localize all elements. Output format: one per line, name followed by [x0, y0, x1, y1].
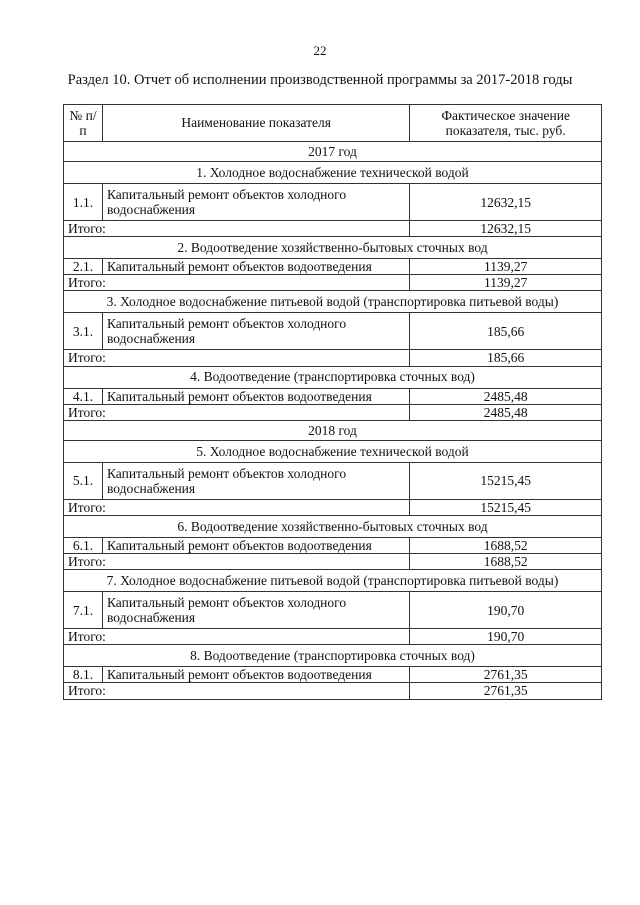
group-title: 3. Холодное водоснабжение питьевой водой (транспортировка питьевой воды) [64, 291, 602, 313]
total-row [64, 499, 602, 515]
item-name: Капитальный ремонт объектов водоотведения [102, 259, 409, 275]
header-num: № п/п [64, 105, 103, 142]
item-number: 2.1. [64, 259, 103, 275]
total-row [64, 683, 602, 699]
total-label: Итого: [64, 275, 410, 291]
total-row [64, 221, 602, 237]
item-number: 4.1. [64, 388, 103, 404]
item-value: 2761,35 [410, 667, 602, 683]
table-row [64, 667, 602, 683]
group-row [64, 237, 602, 259]
group-title: 6. Водоотведение хозяйственно-бытовых сточных вод [64, 515, 602, 537]
table-row [64, 537, 602, 553]
table-row [64, 313, 602, 350]
total-label: Итого: [64, 350, 410, 366]
year-row [64, 142, 602, 162]
total-value: 2761,35 [410, 683, 602, 699]
group-title: 5. Холодное водоснабжение технической водой [64, 440, 602, 462]
total-value: 1688,52 [410, 554, 602, 570]
table-row [64, 462, 602, 499]
item-name: Капитальный ремонт объектов водоотведения [102, 537, 409, 553]
group-row [64, 162, 602, 184]
item-name: Капитальный ремонт объектов холодного водоснабжения [102, 592, 409, 629]
group-row [64, 570, 602, 592]
total-label: Итого: [64, 629, 410, 645]
item-value: 1688,52 [410, 537, 602, 553]
total-row [64, 629, 602, 645]
group-title: 2. Водоотведение хозяйственно-бытовых сточных вод [64, 237, 602, 259]
item-name: Капитальный ремонт объектов водоотведения [102, 667, 409, 683]
year-label: 2017 год [64, 142, 602, 162]
section-title: Раздел 10. Отчет об исполнении производственной программы за 2017-2018 годы [67, 72, 573, 88]
page-number: 22 [313, 43, 327, 58]
item-value: 185,66 [410, 313, 602, 350]
total-label: Итого: [64, 554, 410, 570]
total-row [64, 554, 602, 570]
group-row [64, 291, 602, 313]
total-value: 185,66 [410, 350, 602, 366]
item-number: 5.1. [64, 462, 103, 499]
group-title: 8. Водоотведение (транспортировка сточных вод) [64, 645, 602, 667]
item-value: 12632,15 [410, 184, 602, 221]
item-name: Капитальный ремонт объектов холодного водоснабжения [102, 313, 409, 350]
item-number: 1.1. [64, 184, 103, 221]
group-row [64, 366, 602, 388]
item-number: 7.1. [64, 592, 103, 629]
table-row [64, 592, 602, 629]
item-value: 1139,27 [410, 259, 602, 275]
item-number: 6.1. [64, 537, 103, 553]
year-label: 2018 год [64, 420, 602, 440]
total-value: 15215,45 [410, 499, 602, 515]
item-value: 15215,45 [410, 462, 602, 499]
table-header-row [64, 105, 602, 142]
group-row [64, 515, 602, 537]
item-name: Капитальный ремонт объектов водоотведения [102, 388, 409, 404]
item-number: 3.1. [64, 313, 103, 350]
header-name: Наименование показателя [102, 105, 409, 142]
total-label: Итого: [64, 404, 410, 420]
report-table [63, 104, 602, 700]
total-label: Итого: [64, 221, 410, 237]
total-row [64, 275, 602, 291]
header-value: Фактическое значение показателя, тыс. руб. [410, 105, 602, 142]
item-name: Капитальный ремонт объектов холодного водоснабжения [102, 462, 409, 499]
group-title: 1. Холодное водоснабжение технической водой [64, 162, 602, 184]
item-number: 8.1. [64, 667, 103, 683]
total-label: Итого: [64, 683, 410, 699]
item-value: 190,70 [410, 592, 602, 629]
total-row [64, 404, 602, 420]
item-name: Капитальный ремонт объектов холодного водоснабжения [102, 184, 409, 221]
total-value: 2485,48 [410, 404, 602, 420]
group-row [64, 440, 602, 462]
group-title: 4. Водоотведение (транспортировка сточных вод) [64, 366, 602, 388]
table-row [64, 259, 602, 275]
item-value: 2485,48 [410, 388, 602, 404]
table-row [64, 388, 602, 404]
group-row [64, 645, 602, 667]
total-row [64, 350, 602, 366]
total-value: 190,70 [410, 629, 602, 645]
total-value: 1139,27 [410, 275, 602, 291]
total-label: Итого: [64, 499, 410, 515]
year-row [64, 420, 602, 440]
group-title: 7. Холодное водоснабжение питьевой водой (транспортировка питьевой воды) [64, 570, 602, 592]
total-value: 12632,15 [410, 221, 602, 237]
table-row [64, 184, 602, 221]
